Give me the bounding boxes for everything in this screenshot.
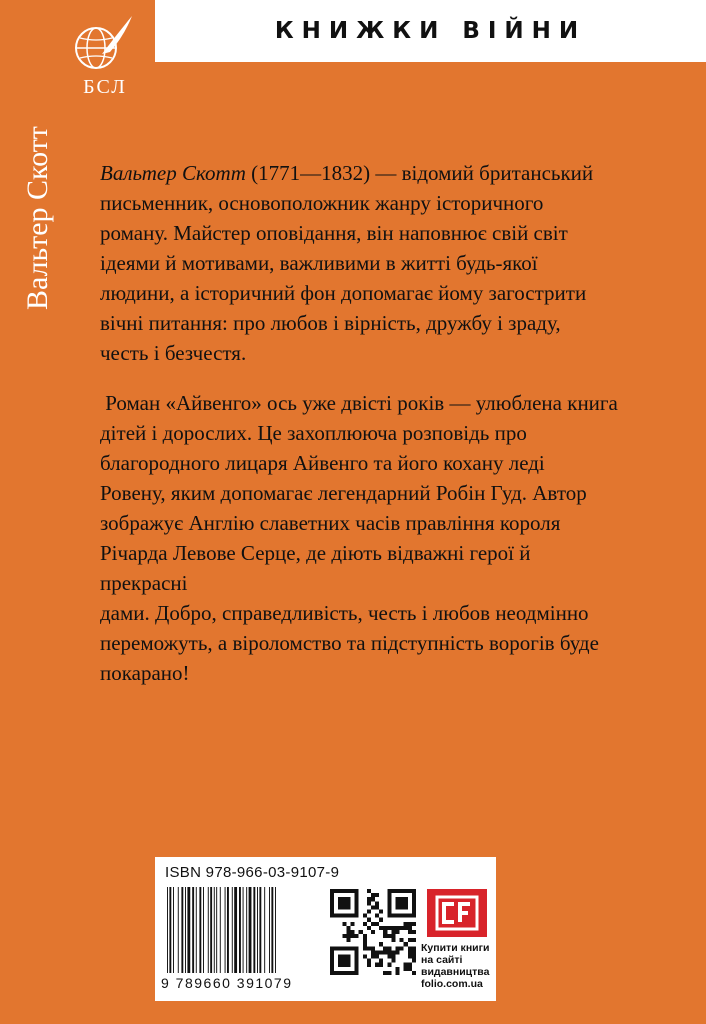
bio-line-6: вічні питання: про любов і вірність, дружбу і зраду, [100, 311, 561, 335]
series-banner [155, 0, 706, 62]
author-name: Вальтер Скотт [100, 161, 246, 185]
summary-line-1: Роман «Айвенго» ось уже двісті років — улюблена книга [100, 391, 618, 415]
summary-line-5: зображує Англію славетних часів правління короля [100, 511, 561, 535]
bio-line-1 [100, 158, 620, 188]
cf-logo [427, 889, 487, 937]
cf-logo-icon [435, 895, 479, 931]
summary-line-2: дітей і дорослих. Це захоплююча розповідь про [100, 421, 527, 445]
logo-text: БСЛ [83, 76, 127, 98]
summary-line-4: Ровену, яким допомагає легендарний Робін Гуд. Автор [100, 481, 587, 505]
summary-line-9: покарано! [100, 661, 190, 685]
bio-line-4: ідеями й мотивами, важливими в житті будь-якої [100, 251, 538, 275]
bio-line-2: письменник, основоположник жанру історичного [100, 191, 544, 215]
cf-caption-line-4: folio.com.ua [421, 978, 483, 990]
cf-caption [421, 942, 493, 990]
cf-caption-line-3: видавництва [421, 966, 490, 978]
cf-caption-line-2: на сайті [421, 954, 463, 966]
author-bio [100, 158, 620, 368]
bio-line-5: людини, а історичний фон допомагає йому загострити [100, 281, 587, 305]
qr-code-icon [330, 889, 416, 975]
bio-line-7: честь і безчестя. [100, 341, 247, 365]
bio-line-3: роману. Майстер оповідання, він наповнює свій світ [100, 221, 568, 245]
book-summary [100, 388, 620, 688]
barcode-panel [155, 857, 496, 1001]
summary-line-3: благородного лицаря Айвенго та його кохану леді [100, 451, 545, 475]
barcode-number: 9 789660 391079 [161, 975, 293, 991]
bio-line-1-rest: (1771—1832) — відомий британський [245, 161, 594, 185]
summary-line-6: Річарда Левове Серце, де діють відважні герої й прекрасні [100, 541, 531, 595]
barcode-icon [167, 887, 317, 973]
publisher-logo [62, 14, 148, 104]
isbn-text: ISBN 978-966-03-9107-9 [165, 864, 340, 881]
series-title: КНИЖКИ ВІЙНИ [274, 18, 587, 44]
spine-author: Вальтер Скотт [21, 126, 54, 310]
logo-icon [62, 14, 148, 74]
summary-line-8: переможуть, а віроломство та підступність ворогів буде [100, 631, 599, 655]
cf-caption-line-1: Купити книги [421, 942, 490, 954]
summary-line-7: дами. Добро, справедливість, честь і любов неодмінно [100, 601, 589, 625]
